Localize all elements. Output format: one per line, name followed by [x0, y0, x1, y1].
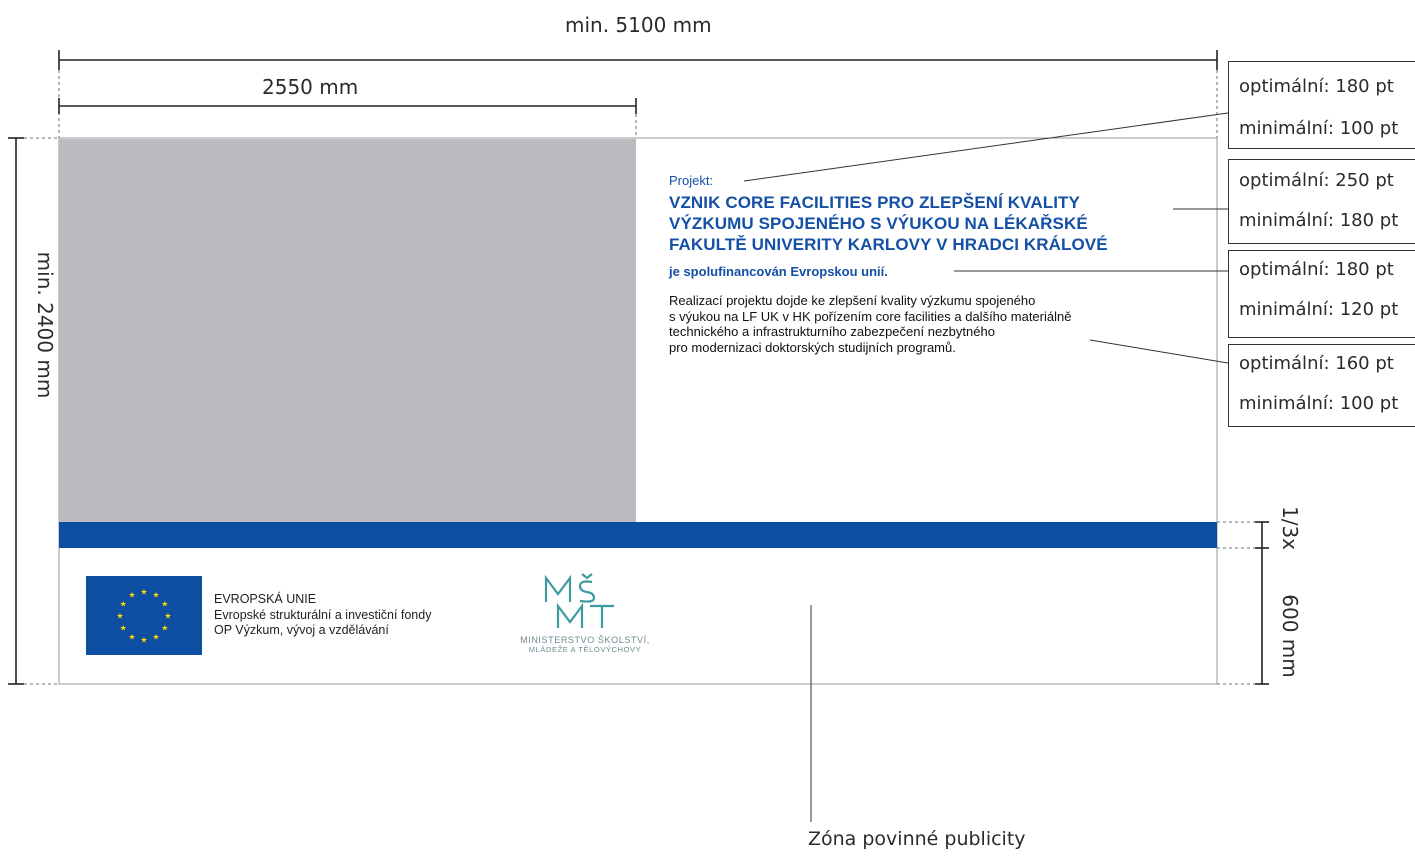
eu-star: ★: [161, 623, 169, 633]
font-spec-box: [1228, 61, 1415, 149]
font-spec-box: [1228, 159, 1415, 244]
eu-star: ★: [152, 632, 160, 642]
total-width-label: min. 5100 mm: [565, 13, 712, 37]
eu-star: ★: [140, 635, 148, 645]
eu-star: ★: [128, 590, 136, 600]
spec-optimal: optimální: 180 pt: [1239, 259, 1394, 280]
bottom-height-label: 600 mm: [1278, 594, 1302, 678]
eu-text-block: [214, 592, 431, 639]
spec-optimal: optimální: 250 pt: [1239, 170, 1394, 191]
eu-funds: Evropské strukturální a investiční fondy: [214, 607, 432, 622]
eu-star: ★: [119, 623, 127, 633]
eu-title: EVROPSKÁ UNIE: [214, 592, 317, 606]
project-title-line: FAKULTĚ UNIVERITY KARLOVY V HRADCI KRÁLOVÉ: [669, 235, 1108, 254]
spec-optimal: optimální: 180 pt: [1239, 76, 1394, 97]
font-spec-box: [1228, 344, 1415, 427]
blue-stripe: [59, 522, 1217, 548]
project-title: [669, 192, 1108, 255]
image-placeholder: [59, 139, 636, 522]
eu-star: ★: [128, 632, 136, 642]
spec-minimal: minimální: 100 pt: [1239, 118, 1399, 139]
project-title-line: VÝZKUMU SPOJENÉHO S VÝUKOU NA LÉKAŘSKÉ: [669, 214, 1088, 233]
eu-star: ★: [140, 587, 148, 597]
eu-star: ★: [119, 599, 127, 609]
msmt-line: MINISTERSTVO ŠKOLSTVÍ,: [520, 635, 650, 645]
project-title-line: VZNIK CORE FACILITIES PRO ZLEPŠENÍ KVALITY: [669, 193, 1080, 212]
eu-star: ★: [161, 599, 169, 609]
width-dimension-line: [59, 50, 1217, 70]
description-line: technického a infrastrukturního zabezpečení nezbytného: [669, 324, 995, 339]
eu-star: ★: [152, 590, 160, 600]
eu-flag-icon: [86, 576, 202, 655]
stripe-dimension-line: [1255, 522, 1269, 684]
cofinanced-text: je spolufinancován Evropskou unií.: [669, 264, 888, 279]
font-spec-box: [1228, 250, 1415, 338]
publicity-zone-label: Zóna povinné publicity: [808, 828, 1026, 850]
spec-minimal: minimální: 120 pt: [1239, 299, 1399, 320]
description-line: Realizací projektu dojde ke zlepšení kvality výzkumu spojeného: [669, 293, 1036, 308]
eu-programme: OP Výzkum, vývoj a vzdělávání: [214, 623, 389, 637]
eu-star: ★: [164, 611, 172, 621]
total-height-label: min. 2400 mm: [33, 251, 57, 399]
project-label: Projekt:: [669, 173, 714, 188]
eu-star: ★: [116, 611, 124, 621]
msmt-caption: [505, 636, 665, 654]
spec-minimal: minimální: 180 pt: [1239, 210, 1399, 231]
description-line: s výukou na LF UK v HK pořízením core facilities a dalšího materiálně: [669, 308, 1072, 324]
spec-minimal: minimální: 100 pt: [1239, 393, 1399, 414]
height-dimension-line: [8, 138, 24, 684]
half-width-dimension-line: [59, 98, 636, 114]
description-line: pro modernizaci doktorských studijních programů.: [669, 339, 956, 355]
project-description: [669, 293, 1071, 355]
spec-optimal: optimální: 160 pt: [1239, 353, 1394, 374]
msmt-logo-icon: [540, 572, 630, 634]
stripe-ratio-label: 1/3x: [1278, 505, 1302, 551]
half-width-label: 2550 mm: [262, 75, 359, 99]
msmt-line: MLÁDEŽE A TĚLOVÝCHOVY: [528, 645, 642, 654]
